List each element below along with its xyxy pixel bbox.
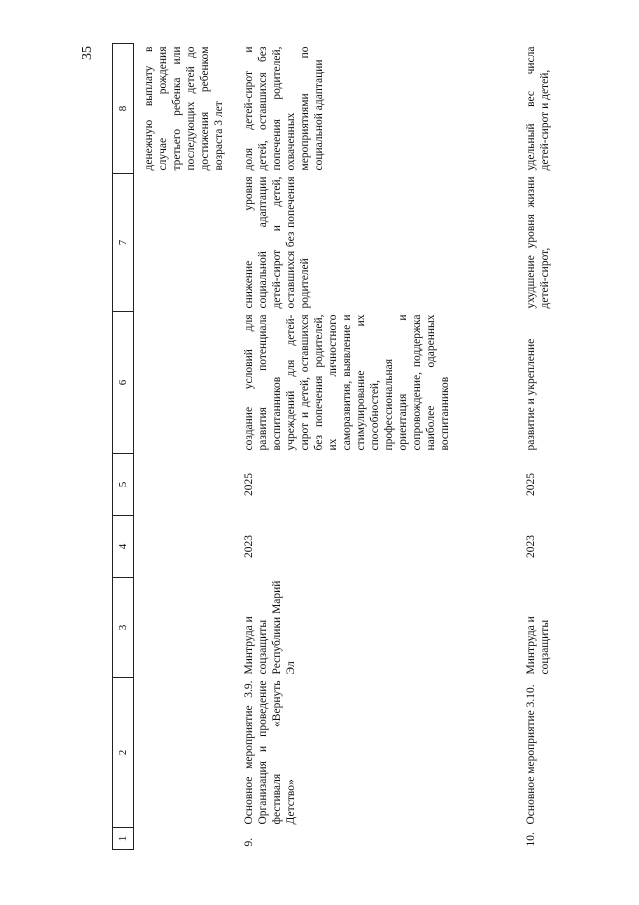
measure-name: Основное мероприятие 3.9. Организация и проведение фестиваля «Вернуть Детство»	[242, 680, 297, 825]
executor: Минтруда и соцзащиты Республики Марий Эл	[242, 580, 297, 675]
program-table	[112, 43, 639, 850]
start-year: 2023	[524, 535, 537, 558]
header-row	[113, 44, 134, 850]
start-year: 2023	[242, 535, 255, 558]
table-row	[516, 44, 639, 850]
expected-result: создание условий для развития потенциала воспитанников учреждений для детей-сирот и детей, оставшихся без попечения родителей, их личностного саморазвития, выявление и стимулирование их способностей, профессиональная ориентация и сопровождение, поддержка наиболее одаренных воспитанников	[242, 314, 451, 451]
end-year: 2025	[242, 473, 255, 496]
col-header-3: 3	[113, 578, 134, 678]
end-year: 2025	[524, 473, 537, 496]
executor: Минтруда и соцзащиты	[524, 616, 551, 675]
row-number: 9.	[242, 837, 255, 847]
consequences: снижение уровня социальной адаптации детей-сирот и детей, оставшихся без попечения родителей	[242, 176, 311, 309]
indicators: удельный вес числа детей-сирот и детей,	[524, 46, 551, 171]
consequences: ухудшение уровня жизни детей-сирот,	[524, 176, 551, 309]
continuation-row	[134, 44, 234, 850]
measure-name: Основное мероприятие 3.10.	[524, 684, 537, 825]
row-number: 10.	[524, 832, 537, 847]
col-header-6: 6	[113, 312, 134, 454]
col-header-1: 1	[113, 828, 134, 850]
col-header-5: 5	[113, 454, 134, 516]
col-header-8: 8	[113, 44, 134, 174]
page-number: 35	[80, 46, 95, 60]
table-row	[234, 44, 516, 850]
prev-row-col8: денежную выплату в случае рождения третьего ребенка или последующих детей до достижения ребенком возраста 3 лет	[143, 46, 225, 171]
rotated-content	[112, 44, 587, 850]
col-header-2: 2	[113, 678, 134, 828]
col-header-4: 4	[113, 516, 134, 578]
expected-result: развитие и укрепление	[524, 338, 537, 451]
col-header-7: 7	[113, 174, 134, 312]
indicators: доля детей-сирот и детей, оставшихся без попечения родителей, охваченных мероприятиями по социальной адаптации	[242, 46, 325, 171]
